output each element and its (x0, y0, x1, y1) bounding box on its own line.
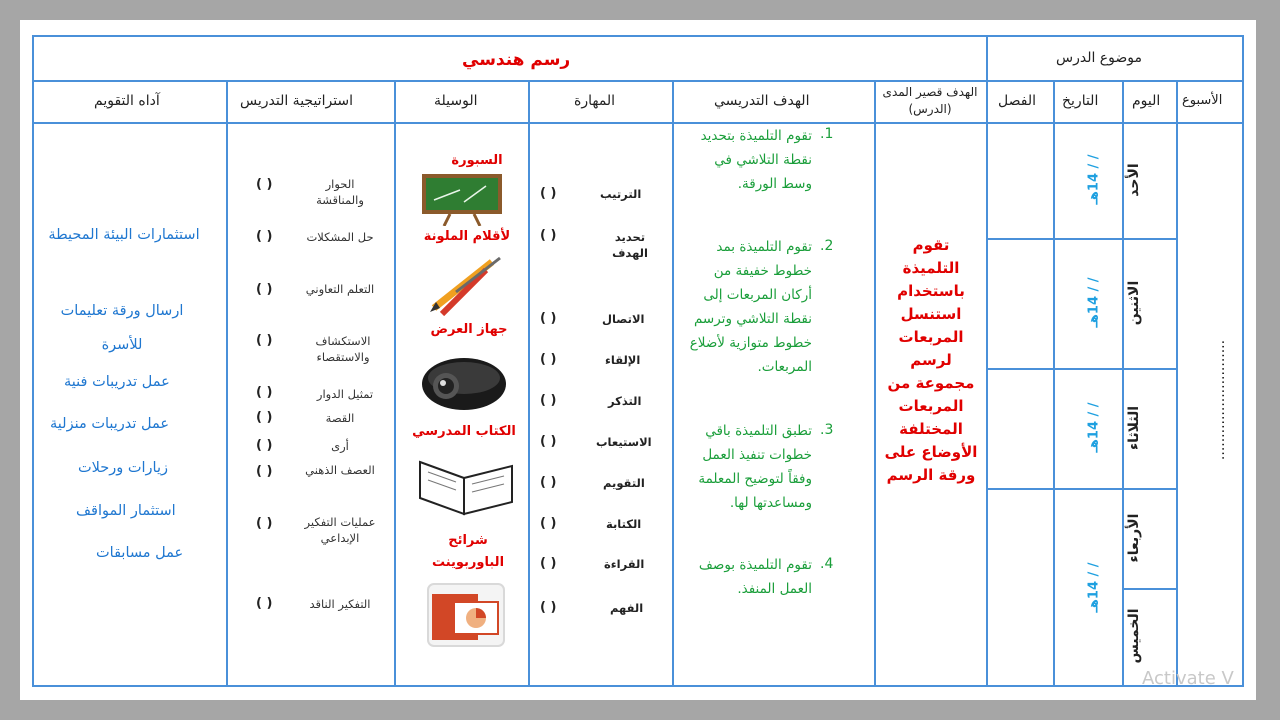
header-strategy: استراتيجية التدريس (240, 93, 354, 109)
week-value: ........................... (1212, 339, 1228, 461)
powerpoint-icon (424, 580, 508, 650)
divider (986, 368, 1176, 370)
strategy-check[interactable]: ( ) (256, 229, 273, 244)
day-wednesday: الأربعاء (1126, 513, 1142, 563)
goal-number: .1 (820, 126, 834, 142)
strategy-label: التفكير الناقد (309, 597, 371, 611)
day-thursday: الخميس (1126, 608, 1142, 664)
skill-label: الكتابة (606, 517, 642, 531)
strategy-label: القصة (325, 411, 355, 425)
date-tuesday: / / 14هـ (1086, 402, 1102, 453)
skill-label: الفهم (610, 601, 644, 615)
strategy-check[interactable]: ( ) (256, 596, 273, 611)
skill-check[interactable]: ( ) (540, 556, 557, 571)
strategy-label: الحوار والمناقشة (316, 177, 364, 207)
strategy-label: الاستكشاف والاستقصاء (315, 334, 371, 364)
strategy-check[interactable]: ( ) (256, 438, 273, 453)
skill-check[interactable]: ( ) (540, 434, 557, 449)
assessment-item: استثمار المواقف (76, 503, 176, 519)
assessment-item: زيارات ورحلات (78, 460, 169, 476)
date-sunday: / / 14هـ (1086, 154, 1102, 205)
day-monday: الاثنين (1126, 280, 1142, 326)
tool-label-board: السبورة (451, 153, 503, 168)
strategy-check[interactable]: ( ) (256, 385, 273, 400)
strategy-label: التعلم التعاوني (305, 282, 375, 296)
strategy-label: حل المشكلات (306, 230, 374, 244)
strategy-check[interactable]: ( ) (256, 177, 273, 192)
skill-label: الاتصال (602, 312, 645, 326)
divider (672, 80, 674, 687)
header-class: الفصل (998, 93, 1036, 109)
skill-label: التذكر (608, 394, 642, 408)
teaching-goal: تقوم التلميذة بتحديد نقطة التلاشي في وسط الورقة. (700, 128, 812, 192)
skill-check[interactable]: ( ) (540, 228, 557, 243)
strategy-label: العصف الذهني (305, 463, 375, 477)
skill-label: القراءة (604, 557, 645, 571)
header-short-goal: الهدف قصير المدى (الدرس) (882, 85, 978, 116)
pencils-icon (426, 252, 506, 316)
tool-label-projector: جهاز العرض (430, 322, 508, 337)
divider (1053, 80, 1055, 687)
divider (986, 35, 988, 687)
strategy-check[interactable]: ( ) (256, 516, 273, 531)
teaching-goal: تطبق التلميذة باقي خطوات تنفيذ العمل وفقاً لتوضيح المعلمة ومساعدتها لها. (698, 423, 812, 511)
divider (226, 80, 228, 687)
goal-number: .3 (820, 422, 834, 438)
skill-check[interactable]: ( ) (540, 186, 557, 201)
skill-label: الإلقاء (605, 353, 641, 367)
divider (32, 80, 1244, 82)
divider (986, 238, 1176, 240)
divider (32, 122, 1244, 124)
lesson-topic-label: موضوع الدرس (1056, 50, 1143, 66)
divider (874, 80, 876, 687)
day-sunday: الأحد (1126, 163, 1142, 197)
header-teaching-goal: الهدف التدريسي (714, 93, 810, 109)
strategy-check[interactable]: ( ) (256, 282, 273, 297)
lesson-title: رسم هندسي (462, 50, 571, 70)
header-assessment: آداه التقويم (94, 93, 160, 109)
date-wed-thu: / / 14هـ (1086, 562, 1102, 613)
day-tuesday: الثلاثاء (1126, 405, 1142, 451)
skill-label: الترتيب (600, 187, 642, 201)
strategy-check[interactable]: ( ) (256, 333, 273, 348)
goal-number: .4 (820, 556, 834, 572)
strategy-label: أرى (331, 439, 349, 453)
strategy-check[interactable]: ( ) (256, 410, 273, 425)
strategy-label: تمثيل الدوار (316, 387, 374, 401)
assessment-item: عمل تدريبات منزلية (50, 416, 170, 432)
divider (394, 80, 396, 687)
activation-watermark: Activate V (1142, 668, 1234, 689)
chalkboard-icon (420, 172, 504, 226)
divider (1122, 588, 1176, 590)
skill-check[interactable]: ( ) (540, 475, 557, 490)
assessment-item: عمل تدريبات فنية (64, 374, 170, 390)
assessment-item: عمل مسابقات (96, 545, 184, 561)
header-tool: الوسيلة (434, 93, 478, 109)
projector-icon (418, 344, 510, 414)
tool-label-pens: لأقلام الملونة (423, 229, 511, 244)
skill-check[interactable]: ( ) (540, 600, 557, 615)
strategy-check[interactable]: ( ) (256, 464, 273, 479)
assessment-item: ارسال ورقة تعليمات للأسرة (60, 303, 184, 353)
strategy-label: عمليات التفكير الإبداعي (304, 515, 376, 545)
header-date: التاريخ (1062, 93, 1099, 109)
tool-label-textbook: الكتاب المدرسي (412, 424, 516, 439)
goal-number: .2 (820, 238, 834, 254)
short-goal-text: تقوم التلميذة باستخدام استنسل المربعات لرسم مجموعة من المربعات المختلفة الأوضاع على ورقة الرسم (884, 236, 978, 484)
skill-check[interactable]: ( ) (540, 516, 557, 531)
skill-check[interactable]: ( ) (540, 352, 557, 367)
divider (986, 488, 1176, 490)
skill-label: تحديد الهدف (612, 230, 648, 260)
teaching-goal: تقوم التلميذة بوصف العمل المنفذ. (698, 557, 812, 597)
book-icon (416, 448, 516, 518)
tool-label-slides: شرائح الباوربوينت (431, 533, 505, 570)
divider (1122, 80, 1124, 687)
teaching-goal: تقوم التلميذة بمد خطوط خفيفة من أركان المربعات إلى نقطة التلاشي وترسم خطوط متوازية لأضلاع المربعات. (689, 239, 812, 375)
skill-label: التقويم (603, 476, 645, 490)
skill-check[interactable]: ( ) (540, 311, 557, 326)
header-day: اليوم (1132, 93, 1161, 109)
skill-check[interactable]: ( ) (540, 393, 557, 408)
divider (1176, 80, 1178, 687)
date-monday: / / 14هـ (1086, 277, 1102, 328)
skill-label: الاستيعاب (596, 435, 652, 449)
header-skill: المهارة (574, 93, 616, 109)
divider (528, 80, 530, 687)
header-week: الأسبوع (1182, 93, 1223, 108)
assessment-item: استثمارات البيئة المحيطة (48, 227, 200, 243)
